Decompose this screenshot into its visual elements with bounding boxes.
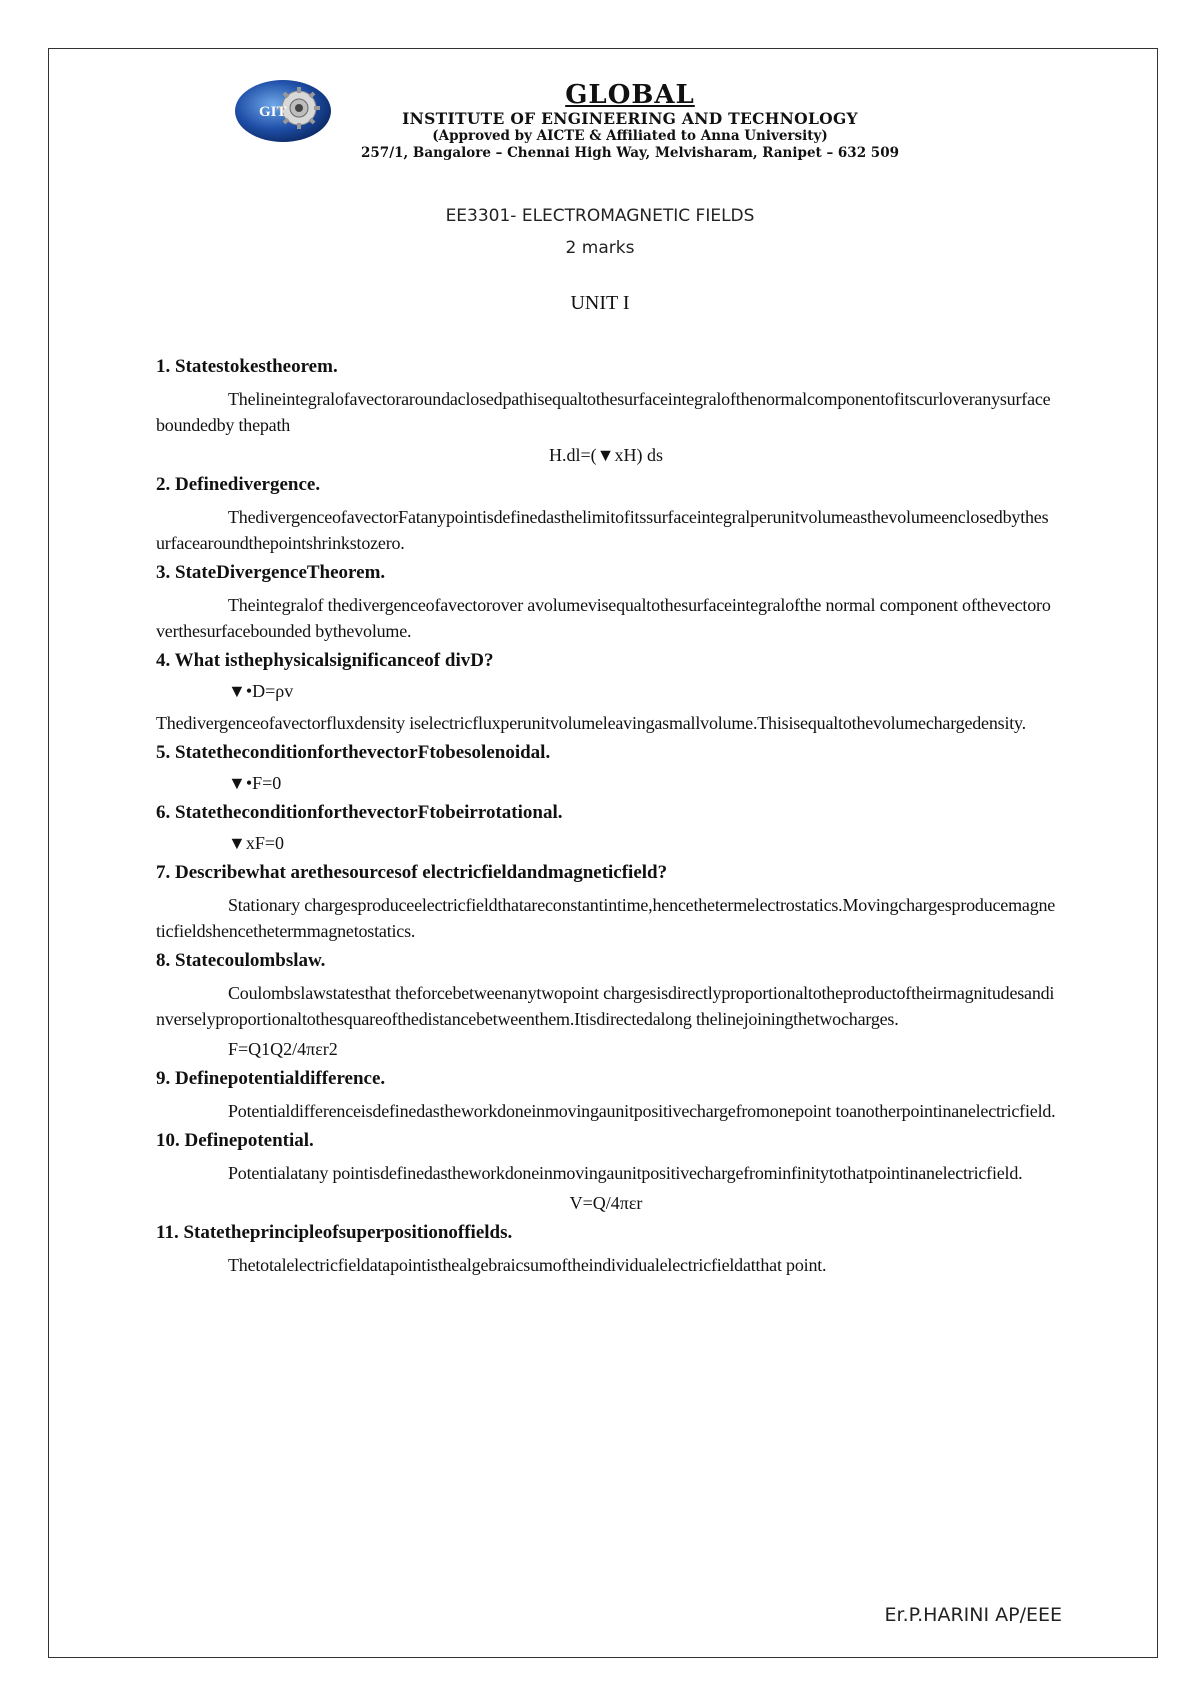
- institute-approval: (Approved by AICTE & Affiliated to Anna University): [432, 128, 828, 144]
- institute-address: 257/1, Bangalore – Chennai High Way, Melvisharam, Ranipet – 632 509: [361, 145, 899, 161]
- question-heading: 5. StatetheconditionforthevectorFtobesolenoidal.: [156, 742, 551, 763]
- answer-text: Potentialdifferenceisdefinedastheworkdoneinmovingaunitpositivechargefromonepoint toanotherpointinanelectricfield.: [228, 1101, 1056, 1121]
- question-heading: 1. Statestokestheorem.: [156, 356, 338, 377]
- answer-text: Theintegralof thedivergenceofavectorover avolumevisequaltothesurfaceintegralofthe normal component ofthevectoroverthesurfacebounded bythevolume.: [156, 595, 1051, 641]
- answer-text: Potentialatany pointisdefinedastheworkdoneinmovingaunitpositivechargefrominfinitytothatpointinanelectricfield.: [228, 1163, 1023, 1183]
- formula: ▼•F=0: [228, 773, 282, 793]
- answer-text: Coulombslawstatesthat theforcebetweenanytwopoint chargesisdirectlyproportionaltotheproductoftheirmagnitudesandinverselyproportionaltothesquareofthedistancebetweenthem.Itisdirectedalong thelinejoiningthetwocharges.: [156, 983, 1055, 1029]
- question-item: [156, 648, 1056, 736]
- question-item: [156, 948, 1056, 1062]
- institute-header: [270, 80, 990, 162]
- question-heading: 2. Definedivergence.: [156, 474, 321, 495]
- institute-name: GLOBAL: [565, 80, 695, 110]
- question-heading: 10. Definepotential.: [156, 1130, 314, 1151]
- answer-text: Thelineintegralofavectoraroundaclosedpathisequaltothesurfaceintegralofthenormalcomponentofitscurloveranysurfaceboundedby thepath: [156, 389, 1051, 435]
- question-heading: 4. What isthephysicalsignificanceof divD?: [156, 650, 494, 671]
- formula: H.dl=(▼xH) ds: [549, 445, 663, 465]
- question-item: [156, 560, 1056, 644]
- answer-text: Thetotalelectricfieldatapointisthealgebraicsumoftheindividualelectricfieldatthat point.: [228, 1255, 827, 1275]
- unit-title: UNIT I: [570, 292, 630, 314]
- formula: F=Q1Q2/4πεr2: [228, 1039, 338, 1059]
- question-item: [156, 354, 1056, 468]
- formula: ▼•D=ρv: [228, 681, 294, 701]
- question-item: [156, 1128, 1056, 1216]
- question-heading: 7. Describewhat arethesourcesof electricfieldandmagneticfield?: [156, 862, 668, 883]
- answer-text: Thedivergenceofavectorfluxdensity iselectricfluxperunitvolumeleavingasmallvolume.Thisisequaltothevolumechargedensity.: [156, 713, 1026, 733]
- question-heading: 9. Definepotentialdifference.: [156, 1068, 386, 1089]
- question-heading: 3. StateDivergenceTheorem.: [156, 562, 386, 583]
- formula: V=Q/4πεr: [569, 1193, 643, 1213]
- institute-line-1: INSTITUTE OF ENGINEERING AND TECHNOLOGY: [402, 109, 858, 128]
- question-item: [156, 1220, 1056, 1278]
- answer-text: ThedivergenceofavectorFatanypointisdefinedasthelimitofitssurfaceintegralperunitvolumeasthevolumeenclosedbythesurfacearoundthepointshrinkstozero.: [156, 507, 1049, 553]
- question-heading: 6. StatetheconditionforthevectorFtobeirrotational.: [156, 802, 563, 823]
- question-item: [156, 740, 1056, 796]
- question-item: [156, 800, 1056, 856]
- question-item: [156, 472, 1056, 556]
- formula: ▼xF=0: [228, 833, 284, 853]
- question-heading: 11. Statetheprincipleofsuperpositionoffields.: [156, 1222, 513, 1243]
- question-item: [156, 860, 1056, 944]
- question-heading: 8. Statecoulombslaw.: [156, 950, 326, 971]
- course-title: EE3301- ELECTROMAGNETIC FIELDS: [445, 206, 755, 226]
- answer-text: Stationary chargesproduceelectricfieldthatareconstantintime,hencethetermelectrostatics.Movingchargesproducemagneticfieldshencethetermmagnetostatics.: [156, 895, 1056, 941]
- logo-text: GIT: [259, 104, 287, 120]
- questions-list: [156, 354, 1056, 1282]
- marks-label: 2 marks: [565, 238, 635, 258]
- footer-author: Er.P.HARINI AP/EEE: [884, 1604, 1062, 1626]
- question-item: [156, 1066, 1056, 1124]
